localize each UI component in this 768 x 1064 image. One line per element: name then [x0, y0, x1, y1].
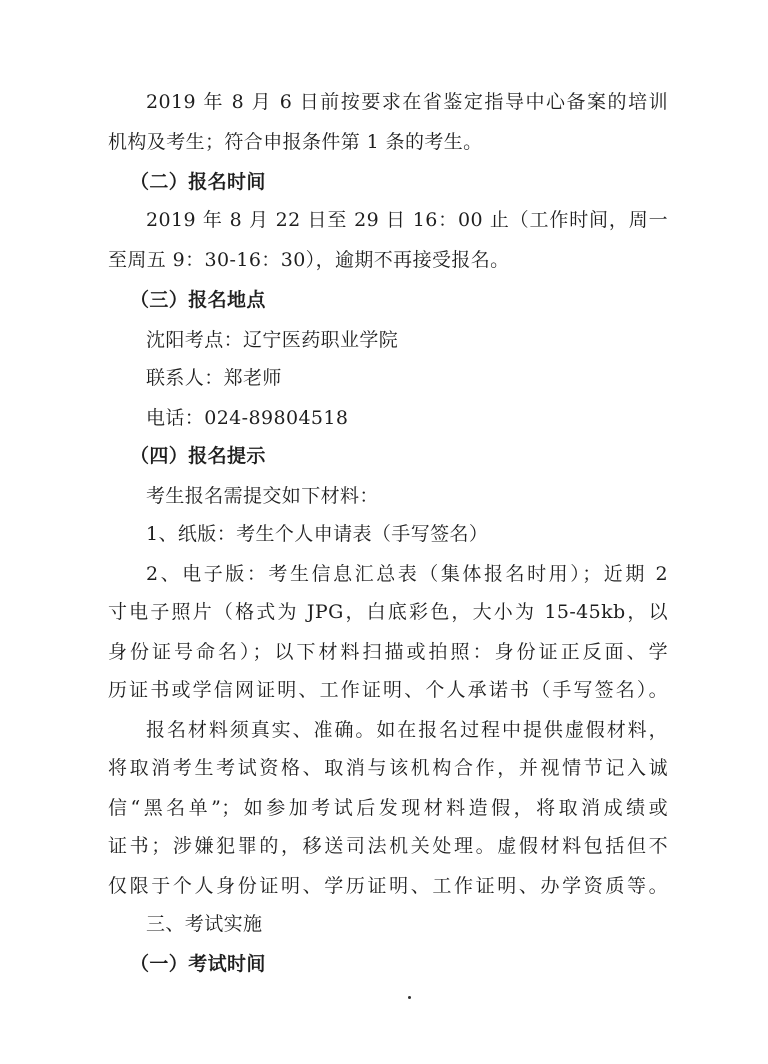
- text-line: 信“黑名单”；如参加考试后发现材料造假，将取消成绩或: [108, 797, 668, 819]
- text-line: 身份证号命名）；以下材料扫描或拍照：身份证正反面、学: [108, 641, 668, 663]
- text-line: 寸电子照片（格式为 JPG，白底彩色，大小为 15-45kb，以: [108, 601, 668, 623]
- text-line: 仅限于个人身份证明、学历证明、工作证明、办学资质等。: [108, 875, 668, 897]
- scan-dot: [408, 996, 411, 999]
- text-line: 机构及考生；符合申报条件第 1 条的考生。: [108, 131, 483, 153]
- text-line: 考生报名需提交如下材料：: [146, 485, 379, 507]
- text-line: 至周五 9：30-16：30），逾期不再接受报名。: [108, 249, 510, 271]
- text-line: 将取消考生考试资格、取消与该机构合作，并视情节记入诚: [108, 757, 668, 779]
- text-line: 2019 年 8 月 6 日前按要求在省鉴定指导中心备案的培训: [146, 91, 668, 113]
- text-line: 1、纸版：考生个人申请表（手写签名）: [146, 523, 489, 545]
- text-line: 联系人：郑老师: [146, 367, 282, 389]
- text-line: 历证书或学信网证明、工作证明、个人承诺书（手写签名）。: [108, 679, 668, 701]
- section-heading: （三）报名地点: [130, 289, 266, 311]
- text-line: 证书；涉嫌犯罪的，移送司法机关处理。虚假材料包括但不: [108, 835, 668, 857]
- text-line: 报名材料须真实、准确。如在报名过程中提供虚假材料，: [146, 719, 668, 741]
- section-heading: （四）报名提示: [130, 445, 266, 467]
- text-line: 2019 年 8 月 22 日至 29 日 16：00 止（工作时间，周一: [146, 209, 668, 231]
- text-line: 电话：024-89804518: [146, 407, 349, 429]
- section-heading: 三、考试实施: [146, 913, 263, 935]
- section-heading: （一）考试时间: [130, 953, 266, 975]
- text-line: 2、电子版：考生信息汇总表（集体报名时用）；近期 2: [146, 563, 668, 585]
- section-heading: （二）报名时间: [130, 171, 266, 193]
- text-line: 沈阳考点：辽宁医药职业学院: [146, 329, 399, 351]
